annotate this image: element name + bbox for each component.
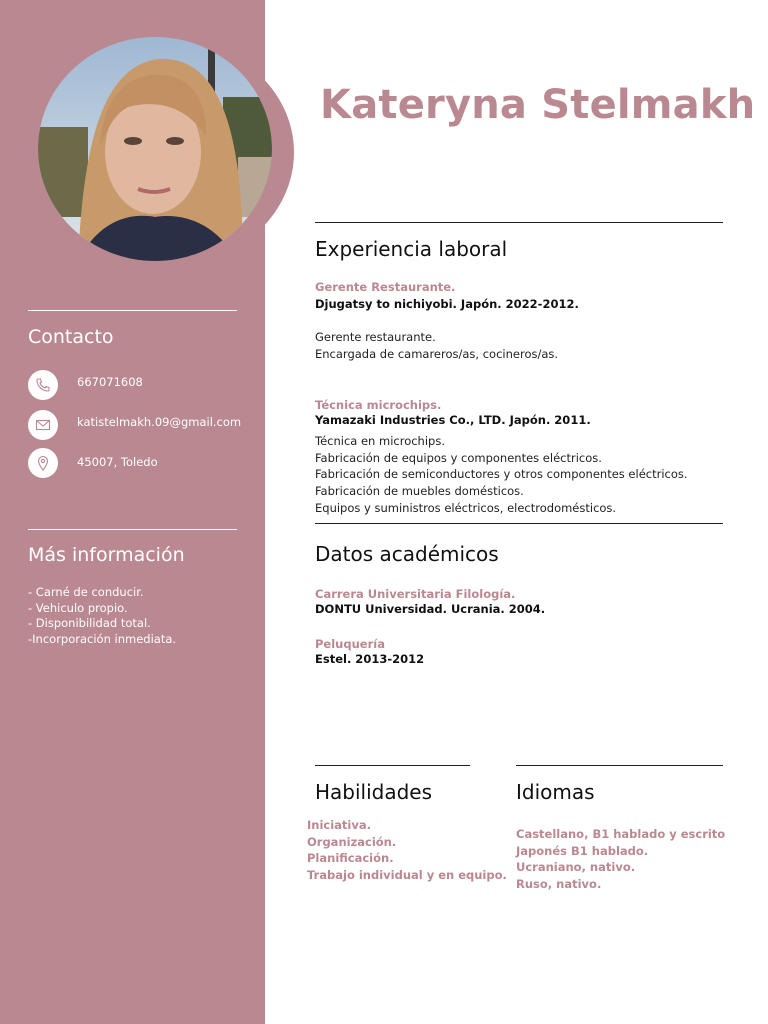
list-item: Encargada de camareros/as, cocineros/as. [315, 346, 559, 361]
location-pin-icon [28, 448, 58, 478]
skills-title: Habilidades [315, 780, 433, 804]
list-item: - Disponibilidad total. [28, 616, 151, 630]
job-details [315, 329, 558, 362]
mail-icon [28, 410, 58, 440]
list-item: Japonés B1 hablado. [516, 843, 649, 858]
contact-phone[interactable]: 667071608 [77, 375, 143, 389]
job-details [315, 433, 688, 516]
list-item: Técnica en microchips. [315, 434, 445, 448]
list-item: - Vehiculo propio. [28, 600, 128, 615]
list-item: Trabajo individual y en equipo. [307, 867, 507, 882]
list-item: Castellano, B1 hablado y escrito [516, 827, 726, 841]
languages-title: Idiomas [516, 780, 595, 804]
list-item: Ruso, nativo. [516, 876, 602, 891]
profile-photo [38, 37, 272, 261]
list-item: Iniciativa. [307, 818, 371, 832]
contact-divider [28, 310, 237, 311]
job-role: Técnica microchips. [315, 398, 442, 412]
languages-list [516, 826, 725, 892]
candidate-name: Kateryna Stelmakh [320, 82, 756, 128]
experience-title: Experiencia laboral [315, 237, 508, 261]
education-divider [315, 523, 723, 524]
list-item: Planificación. [307, 851, 394, 865]
contact-address: 45007, Toledo [77, 455, 158, 469]
more-info-list [28, 585, 176, 647]
contact-email[interactable]: katistelmakh.09@gmail.com [77, 415, 242, 429]
skills-divider [315, 765, 470, 766]
phone-icon [28, 370, 58, 400]
job-company: Yamazaki Industries Co., LTD. Japón. 2011. [315, 413, 591, 427]
list-item: Gerente restaurante. [315, 330, 436, 344]
education-title: Datos académicos [315, 542, 499, 566]
job-company: Djugatsy to nichiyobi. Japón. 2022-2012. [315, 297, 579, 311]
more-info-title: Más información [28, 544, 185, 566]
list-item: Fabricación de equipos y componentes eléctricos. [315, 450, 602, 465]
list-item: Organización. [307, 834, 397, 849]
languages-divider [516, 765, 723, 766]
skills-list [307, 817, 507, 883]
education-degree: Carrera Universitaria Filología. [315, 587, 516, 601]
job-role: Gerente Restaurante. [315, 280, 456, 294]
contact-title: Contacto [28, 326, 114, 348]
list-item: - Carné de conducir. [28, 585, 144, 599]
more-info-divider [28, 529, 237, 530]
education-school: Estel. 2013-2012 [315, 652, 425, 666]
list-item: Fabricación de semiconductores y otros componentes eléctricos. [315, 467, 688, 482]
education-degree: Peluquería [315, 637, 385, 651]
experience-divider [315, 222, 723, 223]
list-item: Fabricación de muebles domésticos. [315, 484, 524, 499]
list-item: Ucraniano, nativo. [516, 860, 636, 874]
list-item: Equipos y suministros eléctricos, electrodomésticos. [315, 500, 617, 515]
list-item: -Incorporación inmediata. [28, 631, 177, 646]
education-school: DONTU Universidad. Ucrania. 2004. [315, 602, 546, 616]
